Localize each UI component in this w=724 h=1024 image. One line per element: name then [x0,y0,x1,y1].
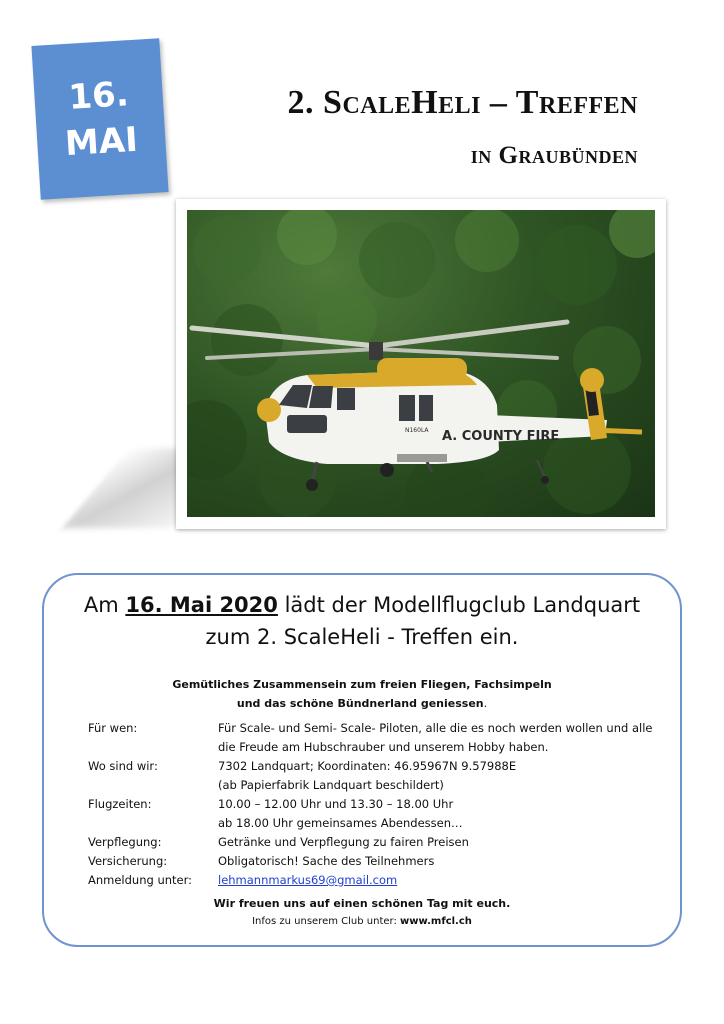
club-url[interactable]: www.mfcl.ch [400,916,472,927]
row-label: Versicherung: [88,854,168,868]
headline-date: 16. Mai 2020 [125,593,278,617]
badge-month: MAI [63,119,139,165]
email-link[interactable]: lehmannmarkus69@gmail.com [218,873,398,887]
info-box [42,573,682,947]
row-value: ab 18.00 Uhr gemeinsames Abendessen… [218,816,463,830]
club-info [44,916,680,927]
row-value: (ab Papierfabrik Landquart beschildert) [218,778,444,792]
intro-line2 [44,694,680,713]
intro-line2-dot: . [483,697,488,710]
headline-line1 [44,593,680,617]
row-value: Getränke und Verpflegung zu fairen Preisen [218,835,469,849]
row-value: Für Scale- und Semi- Scale- Piloten, alle die es noch werden wollen und alle [218,721,653,735]
row-value: die Freude am Hubschrauber und unserem Hobby haben. [218,740,549,754]
row-label: Für wen: [88,721,138,735]
row-label: Verpflegung: [88,835,162,849]
row-label: Anmeldung unter: [88,873,193,887]
event-title: 2. ScaleHeli – Treffen [287,84,638,121]
headline-prefix: Am [83,593,119,617]
registration-text: N160LA [405,427,429,434]
headline-line2: zum 2. ScaleHeli - Treffen ein. [205,625,519,649]
intro-line1: Gemütliches Zusammensein zum freien Fliegen, Fachsimpeln [172,678,552,691]
row-value: 10.00 – 12.00 Uhr und 13.30 – 18.00 Uhr [218,797,454,811]
photo-frame [176,199,666,529]
intro-line2-text: und das schöne Bündnerland geniessen [236,697,484,710]
date-badge [31,38,168,200]
helicopter-illustration [187,210,655,517]
tail-text: A. COUNTY FIRE [442,429,560,444]
badge-day: 16. [67,74,130,118]
row-label: Wo sind wir: [88,759,158,773]
headline-suffix: lädt der Modellflugclub Landquart [284,593,641,617]
row-value: Obligatorisch! Sache des Teilnehmers [218,854,435,868]
row-label: Flugzeiten: [88,797,152,811]
closing-text: Wir freuen uns auf einen schönen Tag mit euch. [213,897,511,910]
club-prefix: Infos zu unserem Club unter: [252,916,397,927]
row-value: 7302 Landquart; Koordinaten: 46.95967N 9.57988E [218,759,517,773]
helicopter-photo [187,210,655,517]
event-subtitle: in Graubünden [470,142,638,169]
